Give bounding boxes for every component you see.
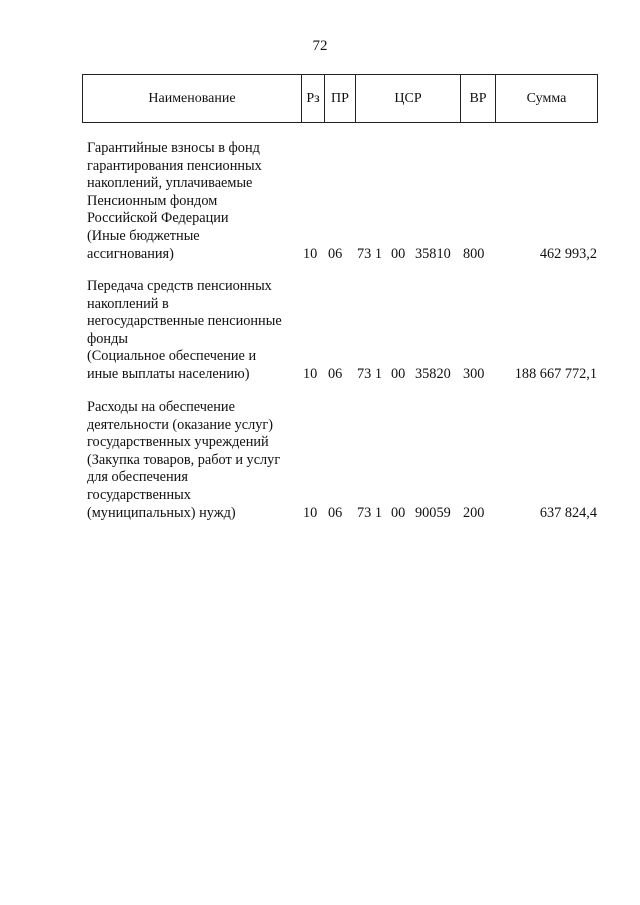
row-csr-program: 73 1: [357, 365, 383, 382]
row-codes: [87, 505, 597, 523]
header-rz: Рз: [301, 75, 324, 122]
row-pr: 06: [328, 245, 343, 262]
row-sum: 188 667 772,1: [514, 365, 597, 382]
table-row: [87, 278, 597, 384]
row-vr: 800: [463, 245, 485, 262]
table-header: [82, 74, 598, 123]
row-name: Гарантийные взносы в фонд гарантирования пенсионных накоплений, уплачиваемые Пенсионным фондом Российской Федерации (Иные бюджетные ассигнования): [87, 140, 262, 262]
header-csr: ЦСР: [355, 75, 460, 122]
row-codes: [87, 246, 597, 264]
header-vr: ВР: [460, 75, 495, 122]
row-csr-program: 73 1: [357, 504, 383, 521]
row-codes: [87, 366, 597, 384]
row-sum: 462 993,2: [539, 245, 597, 262]
table-row: [87, 399, 597, 522]
row-name: Расходы на обеспечение деятельности (оказание услуг) государственных учреждений (Закупка товаров, работ и услуг для обеспечения государственных (муниципальных) нужд): [87, 399, 281, 521]
header-pr: ПР: [324, 75, 355, 122]
row-csr-subprogram: 00: [391, 365, 406, 382]
row-pr: 06: [328, 504, 343, 521]
row-csr-direction: 90059: [415, 504, 451, 521]
header-name: Наименование: [148, 90, 236, 106]
row-rz: 10: [303, 245, 318, 262]
table-row: [87, 140, 597, 263]
page-number: 72: [312, 38, 328, 54]
row-csr-program: 73 1: [357, 245, 383, 262]
row-pr: 06: [328, 365, 343, 382]
row-csr-subprogram: 00: [391, 245, 406, 262]
row-vr: 300: [463, 365, 485, 382]
row-csr-direction: 35810: [415, 245, 451, 262]
row-rz: 10: [303, 365, 318, 382]
row-sum: 637 824,4: [539, 504, 597, 521]
row-vr: 200: [463, 504, 485, 521]
row-csr-direction: 35820: [415, 365, 451, 382]
row-rz: 10: [303, 504, 318, 521]
row-csr-subprogram: 00: [391, 504, 406, 521]
row-name: Передача средств пенсионных накоплений в негосударственные пенсионные фонды (Социальное обеспечение и иные выплаты населению): [87, 278, 282, 382]
header-sum: Сумма: [495, 75, 597, 122]
